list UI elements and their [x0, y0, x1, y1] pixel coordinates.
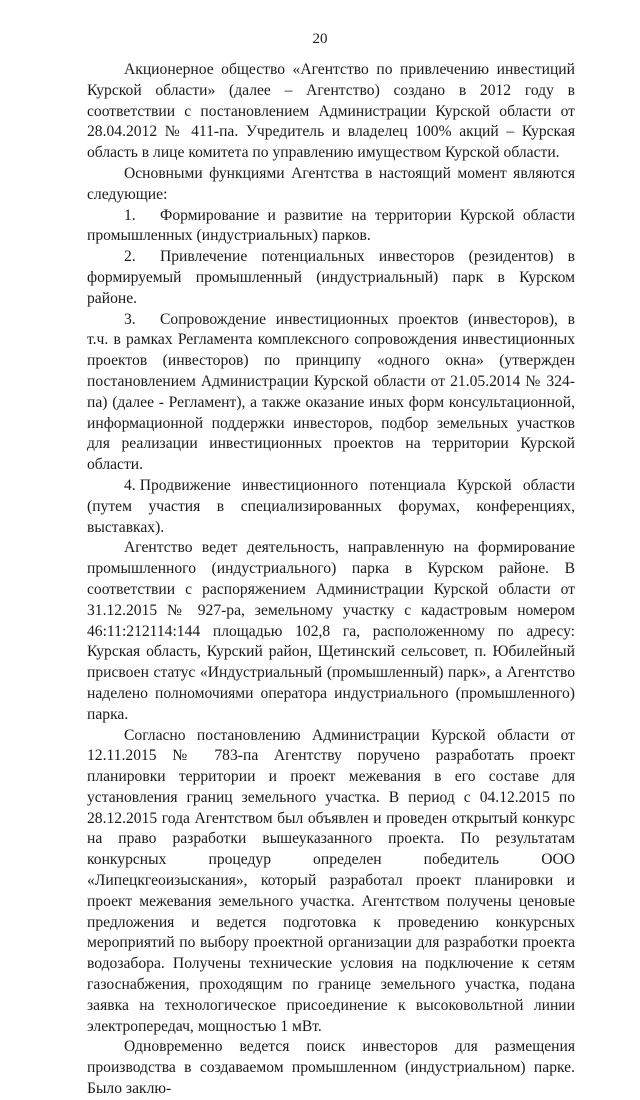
function-item-3 [87, 310, 575, 476]
intro-paragraph: Акционерное общество «Агентство по привлечению инвестиций Курской области» (далее – Агентство) создано в 2012 году в соответствии с постановлением Администрации Курской области от 28.04.2012 № 411-па. Учредитель и владелец 100% акций – Курская область в лице комитета по управлению имуществом Курской области. [87, 61, 575, 162]
function-item-number: 1. [124, 206, 136, 224]
function-item-text: Формирование и развитие на территории Курской области промышленных (индустриальных) парков. [87, 206, 575, 245]
function-item-1 [87, 206, 575, 248]
industrial-park-paragraph: Агентство ведет деятельность, направленную на формирование промышленного (индустриального) парка в Курском районе. В соответствии с распоряжением Администрации Курской области от 31.12.2015 № 927-ра, земельному участку с кадастровым номером 46:11:212114:144 площадью 102,8 га, расположенному по адресу: Курская область, Курский район, Щетинский сельсовет, п. Юбилейный присвоен статус «Индустриальный (промышленный) парк», а Агентство наделено полномочиями оператора индустриального (промышленного) парка. [87, 539, 575, 723]
page-number: 20 [312, 31, 328, 47]
function-item-text: Сопровождение инвестиционных проектов (инвесторов), в т.ч. в рамках Регламента комплексного сопровождения инвестиционных проектов (инвесторов) по принципу «одного окна» (утвержден постановлением Администрации Курской области от 21.05.2014 № 324-па) (далее - Регламент), а также оказание иных форм консультационной, информационной поддержки инвесторов, подбор земельных участков для реализации инвестиционных проектов на территории Курской области. [87, 310, 575, 474]
function-item-2 [87, 247, 575, 309]
function-item-text: Привлечение потенциальных инвесторов (резидентов) в формируемый промышленный (индустриальный) парк в Курском районе. [87, 248, 575, 307]
function-item-4 [87, 476, 575, 538]
function-item-number: 4. [124, 476, 136, 494]
document-body [87, 60, 575, 1100]
function-item-number: 2. [124, 248, 136, 266]
function-item-text: Продвижение инвестиционного потенциала Курской области (путем участия в специализированных форумах, конференциях, выставках). [87, 476, 575, 536]
planning-project-paragraph: Согласно постановлению Администрации Курской области от 12.11.2015 № 783-па Агентству поручено разработать проект планировки территории и проект межевания в его составе для установления границ земельного участка. В период с 04.12.2015 по 28.12.2015 года Агентством был объявлен и проведен открытый конкурс на право разработки вышеуказанного проекта. По результатам конкурсных процедур определен победитель ООО «Липецкгеоизыскания», который разработал проект планировки и проект межевания земельного участка. Агентством получены ценовые предложения и ведется подготовка к проведению конкурсных мероприятий по выбору проектной организации для разработки проекта водозабора. Получены технические условия на подключение к сетям газоснабжения, проходящим по границе земельного участка, подана заявка на технологическое присоединение к высоковольтной линии электропередач, мощностью 1 мВт. [87, 726, 575, 1035]
investor-search-paragraph: Одновременно ведется поиск инвесторов для размещения производства в создаваемом промышленном (индустриальном) парке. Было заклю- [87, 1038, 575, 1098]
functions-heading: Основными функциями Агентства в настоящий момент являются следующие: [87, 164, 575, 203]
function-item-number: 3. [124, 310, 136, 328]
